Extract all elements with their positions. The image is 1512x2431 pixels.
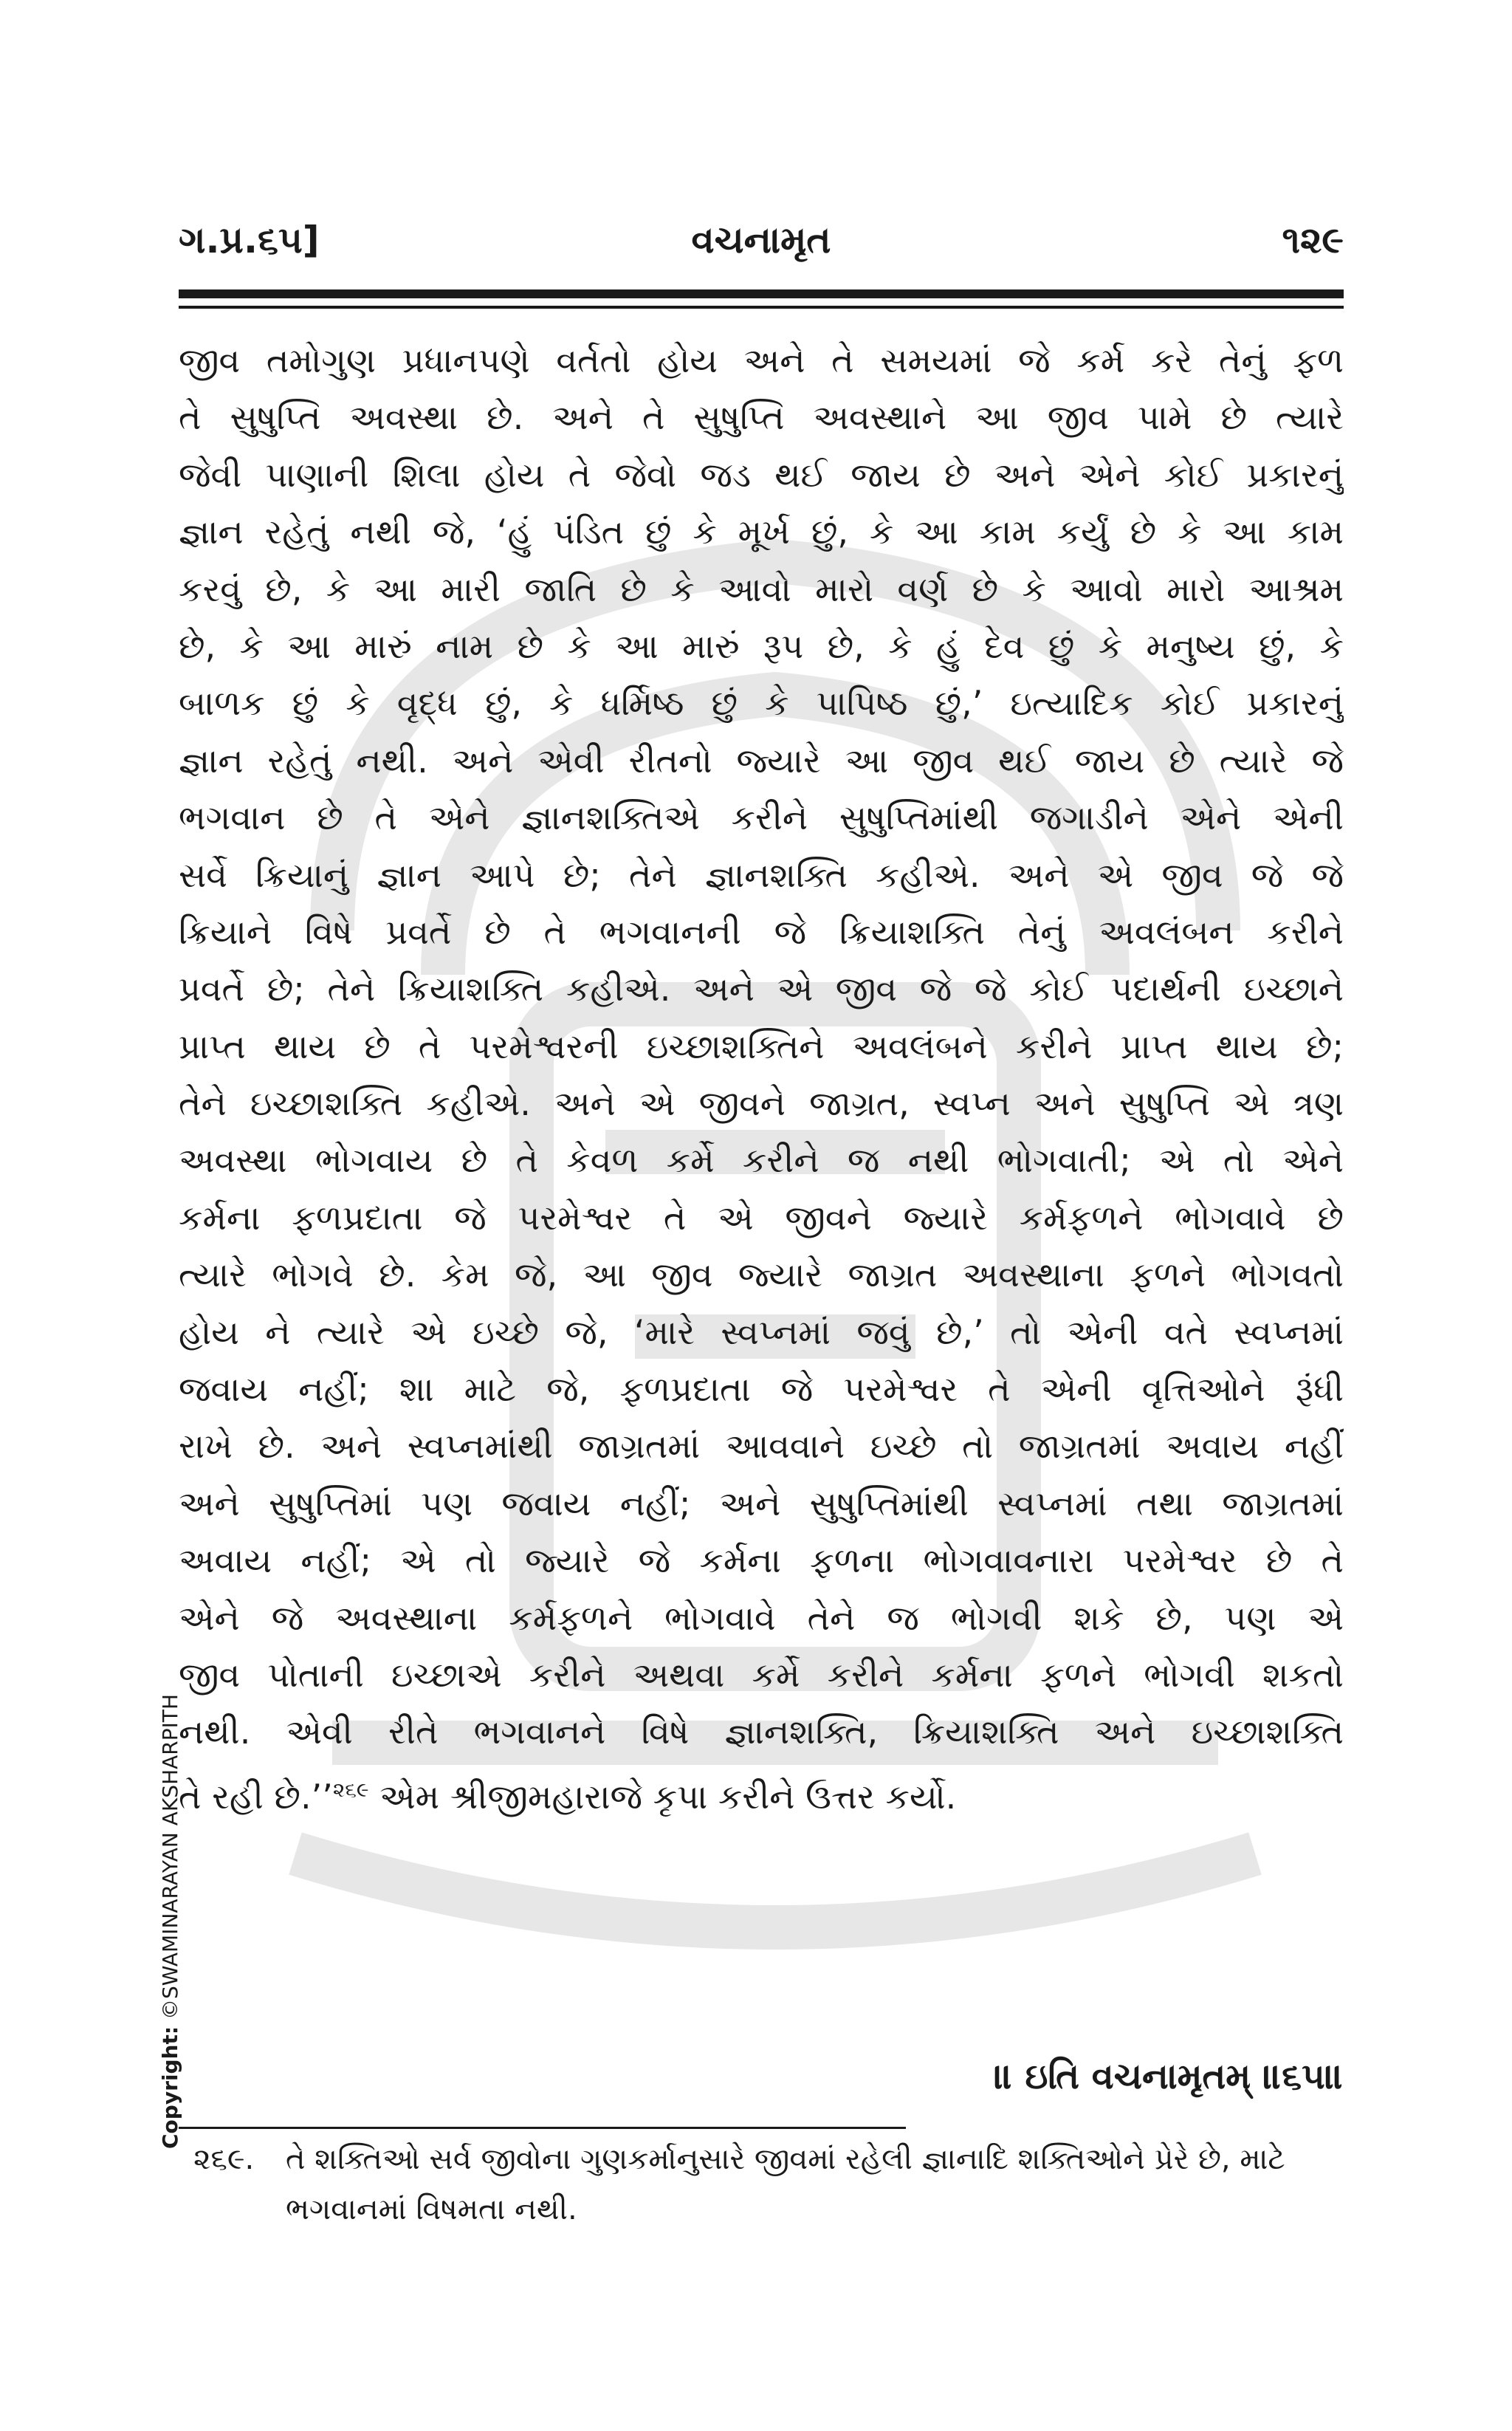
footnote-number: ૨૬૯.	[193, 2142, 255, 2176]
header-rule-thick	[179, 289, 1344, 298]
footnote-rule	[179, 2127, 906, 2129]
header-rule-thin	[179, 306, 1344, 309]
text-line-last	[179, 1761, 1344, 1818]
body-text	[179, 332, 1344, 1818]
copyright-notice	[158, 1694, 182, 2149]
text-line: તે સુષુપ્તિ અવસ્થા છે. અને તે સુષુપ્તિ અવસ્થાને આ જીવ પામે છે ત્યારે	[179, 397, 1344, 438]
text-line: બાળક છું કે વૃદ્ધ છું, કે ધર્મિષ્ઠ છું કે પાપિષ્ઠ છું,’ ઇત્યાદિક કોઈ પ્રકારનું	[179, 683, 1344, 724]
text-line: જીવ પોતાની ઇચ્છાએ કરીને અથવા કર્મે કરીને કર્મના ફળને ભોગવી શકતો	[179, 1654, 1344, 1695]
text-line: એને જે અવસ્થાના કર્મફળને ભોગવાવે તેને જ ભોગવી શકે છે, પણ એ	[179, 1597, 1344, 1638]
text-line: છે, કે આ મારું નામ છે કે આ મારું રૂપ છે, કે હું દેવ છું કે મનુષ્ય છું, કે	[179, 625, 1344, 666]
page-number: ૧૨૯	[1282, 219, 1344, 261]
chapter-end-marker: ॥ ઇતિ વચનામૃતમ્ ॥૬૫॥	[994, 2056, 1344, 2097]
text-line: ક્રિયાને વિષે પ્રવર્તે છે તે ભગવાનની જે ક્રિયાશક્તિ તેનું અવલંબન કરીને	[179, 911, 1344, 952]
book-title: વચનામૃત	[691, 219, 831, 261]
footnote-reference[interactable]: ૨૬૯	[332, 1777, 369, 1802]
text-line: પ્રવર્તે છે; તેને ક્રિયાશક્તિ કહીએ. અને એ જીવ જે જે કોઈ પદાર્થની ઇચ્છાને	[179, 969, 1344, 1009]
text-line: ત્યારે ભોગવે છે. કેમ જે, આ જીવ જ્યારે જાગ્રત અવસ્થાના ફળને ભોગવતો	[179, 1255, 1344, 1295]
text-line: પ્રાપ્ત થાય છે તે પરમેશ્વરની ઇચ્છાશક્તિને અવલંબને કરીને પ્રાપ્ત થાય છે;	[179, 1026, 1344, 1066]
text-line: તેને ઇચ્છાશક્તિ કહીએ. અને એ જીવને જાગ્રત, સ્વપ્ન અને સુષુપ્તિ એ ત્રણ	[179, 1083, 1344, 1124]
text-line: જીવ તમોગુણ પ્રધાનપણે વર્તતો હોય અને તે સમયમાં જે કર્મ કરે તેનું ફળ	[179, 340, 1344, 380]
text-line: અવસ્થા ભોગવાય છે તે કેવળ કર્મે કરીને જ નથી ભોગવાતી; એ તો એને	[179, 1140, 1344, 1181]
text-line: જ્ઞાન રહેતું નથી. અને એવી રીતનો જ્યારે આ જીવ થઈ જાય છે ત્યારે જે	[179, 740, 1344, 781]
text-line: જેવી પાણાની શિલા હોય તે જેવો જડ થઈ જાય છે અને એને કોઈ પ્રકારનું	[179, 454, 1344, 495]
text-line: હોય ને ત્યારે એ ઇચ્છે જે, ‘મારે સ્વપ્નમાં જવું છે,’ તો એની વતે સ્વપ્નમાં	[179, 1311, 1344, 1352]
text-line: રાખે છે. અને સ્વપ્નમાંથી જાગ્રતમાં આવવાને ઇચ્છે તો જાગ્રતમાં અવાય નહીં	[179, 1426, 1344, 1467]
last-line-end: એમ શ્રીજીમહારાજે કૃપા કરીને ઉત્તર કર્યો.	[368, 1776, 957, 1817]
text-line: કરવું છે, કે આ મારી જાતિ છે કે આવો મારો વર્ણ છે કે આવો મારો આશ્રમ	[179, 569, 1344, 609]
running-header	[179, 219, 1344, 270]
copyright-holder: ©SWAMINARAYAN AKSHARPITH	[158, 1693, 182, 2026]
copyright-label: Copyright:	[158, 2026, 182, 2149]
text-line: નથી. એવી રીતે ભગવાનને વિષે જ્ઞાનશક્તિ, ક્રિયાશક્તિ અને ઇચ્છાશક્તિ	[179, 1712, 1344, 1752]
text-line: ભગવાન છે તે એને જ્ઞાનશક્તિએ કરીને સુષુપ્તિમાંથી જગાડીને એને એની	[179, 798, 1344, 838]
text-line: અને સુષુપ્તિમાં પણ જવાય નહીં; અને સુષુપ્તિમાંથી સ્વપ્નમાં તથા જાગ્રતમાં	[179, 1483, 1344, 1523]
text-line: અવાય નહીં; એ તો જ્યારે જે કર્મના ફળના ભોગવાવનારા પરમેશ્વર છે તે	[179, 1540, 1344, 1581]
footnote-text: તે શક્તિઓ સર્વ જીવોના ગુણકર્માનુસારે જીવમાં રહેલી જ્ઞાનાદિ શક્તિઓને પ્રેરે છે, માટે ભગવાનમાં વિષમતા નથી.	[286, 2142, 1285, 2226]
text-line: કર્મના ફળપ્રદાતા જે પરમેશ્વર તે એ જીવને જ્યારે કર્મફળને ભોગવાવે છે	[179, 1197, 1344, 1238]
section-reference: ગ.પ્ર.૬૫]	[179, 219, 320, 261]
text-line: જ્ઞાન રહેતું નથી જે, ‘હું પંડિત છું કે મૂર્ખ છું, કે આ કામ કર્યું છે કે આ કામ	[179, 512, 1344, 552]
text-line: સર્વે ક્રિયાનું જ્ઞાન આપે છે; તેને જ્ઞાનશક્તિ કહીએ. અને એ જીવ જે જે	[179, 854, 1344, 895]
last-line-start: તે રહી છે.’’	[179, 1776, 333, 1817]
text-line: જવાય નહીં; શા માટે જે, ફળપ્રદાતા જે પરમેશ્વર તે એની વૃત્તિઓને રૂંધી	[179, 1369, 1344, 1410]
